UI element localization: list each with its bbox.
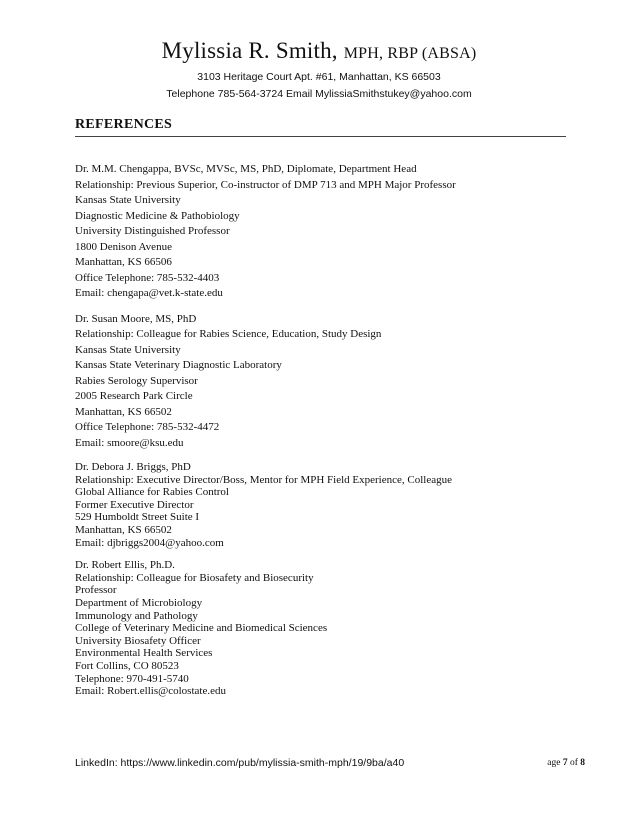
reference-line: Fort Collins, CO 80523 bbox=[75, 659, 179, 672]
page-footer bbox=[75, 757, 585, 769]
reference-line: Immunology and Pathology bbox=[75, 609, 198, 622]
section-divider bbox=[75, 136, 566, 137]
reference-line: Relationship: Colleague for Rabies Science, Education, Study Design bbox=[75, 328, 382, 340]
reference-entry bbox=[75, 559, 575, 698]
reference-entry bbox=[75, 162, 575, 302]
page-current: 7 bbox=[562, 758, 568, 768]
author-credentials: MPH, RBP (ABSA) bbox=[343, 45, 477, 62]
author-name: Mylissia R. Smith, bbox=[161, 38, 338, 63]
reference-line: Relationship: Colleague for Biosafety and Biosecurity bbox=[75, 571, 314, 584]
reference-line: Relationship: Previous Superior, Co-instructor of DMP 713 and MPH Major Professor bbox=[75, 178, 456, 191]
reference-email: Email: djbriggs2004@yahoo.com bbox=[75, 536, 224, 549]
page-number bbox=[547, 758, 585, 768]
reference-line: Dr. Robert Ellis, Ph.D. bbox=[75, 559, 175, 572]
reference-line: 2005 Research Park Circle bbox=[75, 390, 193, 402]
reference-email: Email: smoore@ksu.edu bbox=[75, 436, 184, 449]
reference-line: College of Veterinary Medicine and Biomedical Sciences bbox=[75, 622, 328, 635]
reference-entry bbox=[75, 312, 575, 452]
linkedin-link[interactable]: LinkedIn: https://www.linkedin.com/pub/mylissia-smith-mph/19/9ba/a40 bbox=[75, 757, 405, 769]
reference-line: 1800 Denison Avenue bbox=[75, 240, 172, 253]
reference-line: 529 Humboldt Street Suite I bbox=[75, 511, 200, 524]
reference-line: Manhattan, KS 66502 bbox=[75, 405, 172, 418]
reference-line: Office Telephone: 785-532-4472 bbox=[75, 421, 220, 433]
reference-line: University Biosafety Officer bbox=[75, 634, 201, 647]
references-list bbox=[75, 162, 575, 708]
reference-line: Relationship: Executive Director/Boss, Mentor for MPH Field Experience, Colleague bbox=[75, 473, 452, 486]
page-of: of bbox=[569, 758, 578, 768]
document-header bbox=[0, 38, 638, 103]
reference-line: Department of Microbiology bbox=[75, 596, 203, 609]
page-prefix: age bbox=[547, 758, 561, 768]
author-name-line bbox=[0, 38, 638, 67]
page-total: 8 bbox=[580, 758, 585, 768]
reference-line: Former Executive Director bbox=[75, 498, 194, 511]
reference-line: Telephone: 970-491-5740 bbox=[75, 672, 189, 685]
reference-line: Kansas State Veterinary Diagnostic Laboratory bbox=[75, 359, 282, 371]
reference-line: Rabies Serology Supervisor bbox=[75, 374, 198, 387]
reference-line: Office Telephone: 785-532-4403 bbox=[75, 271, 220, 284]
reference-email: Email: Robert.ellis@colostate.edu bbox=[75, 685, 226, 698]
reference-line: Professor bbox=[75, 584, 117, 597]
reference-line: Manhattan, KS 66506 bbox=[75, 256, 172, 268]
reference-line: University Distinguished Professor bbox=[75, 225, 230, 237]
reference-line: Global Alliance for Rabies Control bbox=[75, 486, 229, 499]
author-contact: Telephone 785-564-3724 Email MylissiaSmithstukey@yahoo.com bbox=[166, 88, 472, 100]
reference-line: Manhattan, KS 66502 bbox=[75, 523, 172, 536]
reference-email: Email: chengapa@vet.k-state.edu bbox=[75, 287, 223, 299]
reference-line: Kansas State University bbox=[75, 194, 181, 206]
reference-line: Kansas State University bbox=[75, 343, 181, 356]
reference-line: Dr. M.M. Chengappa, BVSc, MVSc, MS, PhD, Diplomate, Department Head bbox=[75, 163, 417, 175]
reference-line: Diagnostic Medicine & Pathobiology bbox=[75, 209, 240, 222]
author-address: 3103 Heritage Court Apt. #61, Manhattan, KS 66503 bbox=[197, 71, 441, 83]
reference-line: Dr. Susan Moore, MS, PhD bbox=[75, 312, 197, 325]
reference-entry bbox=[75, 461, 575, 549]
section-title: REFERENCES bbox=[75, 117, 173, 132]
reference-line: Dr. Debora J. Briggs, PhD bbox=[75, 461, 191, 473]
reference-line: Environmental Health Services bbox=[75, 647, 213, 660]
